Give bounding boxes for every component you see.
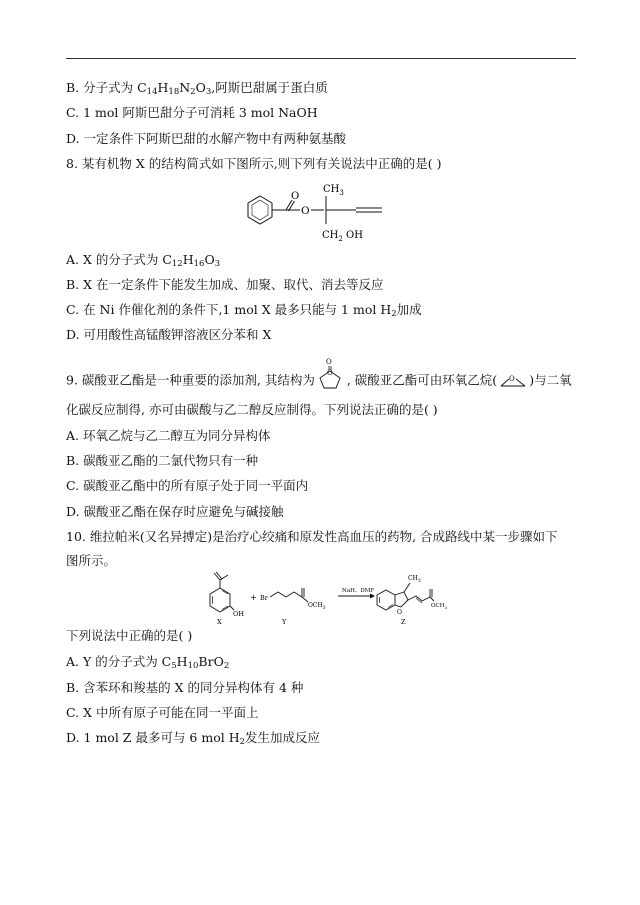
z-methyl: $CH_3$ [408, 575, 421, 584]
q9-stem-line2: 化碳反应制得, 亦可由碳酸与乙二醇反应制得。下列说法正确的是( ) [66, 402, 438, 417]
q8-option-d: D. 可用酸性高锰酸钾溶液区分苯和 X [66, 327, 272, 342]
reaction-conditions: NaH、DMF [342, 588, 375, 594]
q8-option-c: C. 在 Ni 作催化剂的条件下,1 mol X 最多只能与 1 mol $H_2$加成 [66, 302, 422, 319]
y-methoxy: $OCH_3$ [308, 602, 326, 611]
q10-stem-line2: 图所示。 [66, 553, 117, 568]
q8-option-b: B. X 在一定条件下能发生加成、加聚、取代、消去等反应 [66, 277, 384, 292]
ethylene-carbonate-structure [315, 356, 347, 390]
z-methoxy: $OCH_3$ [431, 603, 448, 610]
plus-sign: + [250, 593, 257, 602]
label-x: X [217, 618, 222, 624]
y-bromine: Br [260, 594, 268, 602]
q9-option-a: A. 环氧乙烷与乙二醇互为同分异构体 [66, 428, 271, 443]
q9-stem-line1: 9. 碳酸亚乙酯是一种重要的添加剂, 其结构为 O O , 碳酸亚乙酯可由环氧乙烷( O )与二氧 [66, 372, 572, 390]
label-y: Y [282, 618, 287, 624]
q7-option-c: C. 1 mol 阿斯巴甜分子可消耗 3 mol NaOH [66, 105, 318, 120]
q8-structure-diagram [240, 178, 410, 244]
q10-stem-line1: 10. 维拉帕米(又名异搏定)是治疗心绞痛和原发性高血压的药物, 合成路线中某一步骤如下 [66, 529, 558, 544]
q7-option-d: D. 一定条件下阿斯巴甜的水解产物中有两种氨基酸 [66, 131, 347, 146]
q8-hydroxymethyl-group: $CH_2$ OH [322, 230, 363, 243]
q8-stem: 8. 某有机物 X 的结构简式如下图所示,则下列有关说法中正确的是( ) [66, 156, 442, 171]
header-rule [66, 58, 576, 59]
q8-methyl-group: $CH_3$ [323, 184, 344, 197]
q9-option-b: B. 碳酸亚乙酯的二氯代物只有一种 [66, 453, 259, 468]
q9-option-c: C. 碳酸亚乙酯中的所有原子处于同一平面内 [66, 478, 309, 493]
q10-prompt: 下列说法中正确的是( ) [66, 628, 193, 643]
q10-reaction-scheme [200, 570, 450, 624]
q10-option-b: B. 含苯环和羧基的 X 的同分异构体有 4 种 [66, 680, 304, 695]
x-hydroxyl: OH [233, 610, 244, 618]
q10-option-d: D. 1 mol Z 最多可与 6 mol $H_2$发生加成反应 [66, 730, 321, 747]
q9-option-d: D. 碳酸亚乙酯在保存时应避免与碱接触 [66, 504, 284, 519]
q8-option-a: A. X 的分子式为 $C_{12}H_{16}O_3$ [66, 252, 221, 269]
ethylene-oxide-structure [497, 374, 529, 388]
q8-ester-oxygen: O [301, 205, 310, 217]
z-ring-oxygen: O [397, 609, 402, 616]
q10-option-a: A. Y 的分子式为 $C_5H_{10}BrO_2$ [66, 654, 230, 671]
svg-text:O: O [509, 375, 515, 383]
q7-option-b: B. 分子式为 $C_{14}H_{18}N_2O_3$,阿斯巴甜属于蛋白质 [66, 80, 328, 97]
q10-option-c: C. X 中所有原子可能在同一平面上 [66, 705, 259, 720]
svg-text:O: O [325, 358, 332, 366]
svg-text:O: O [326, 369, 333, 377]
label-z: Z [401, 618, 406, 624]
q8-carbonyl-oxygen: O [291, 191, 300, 202]
